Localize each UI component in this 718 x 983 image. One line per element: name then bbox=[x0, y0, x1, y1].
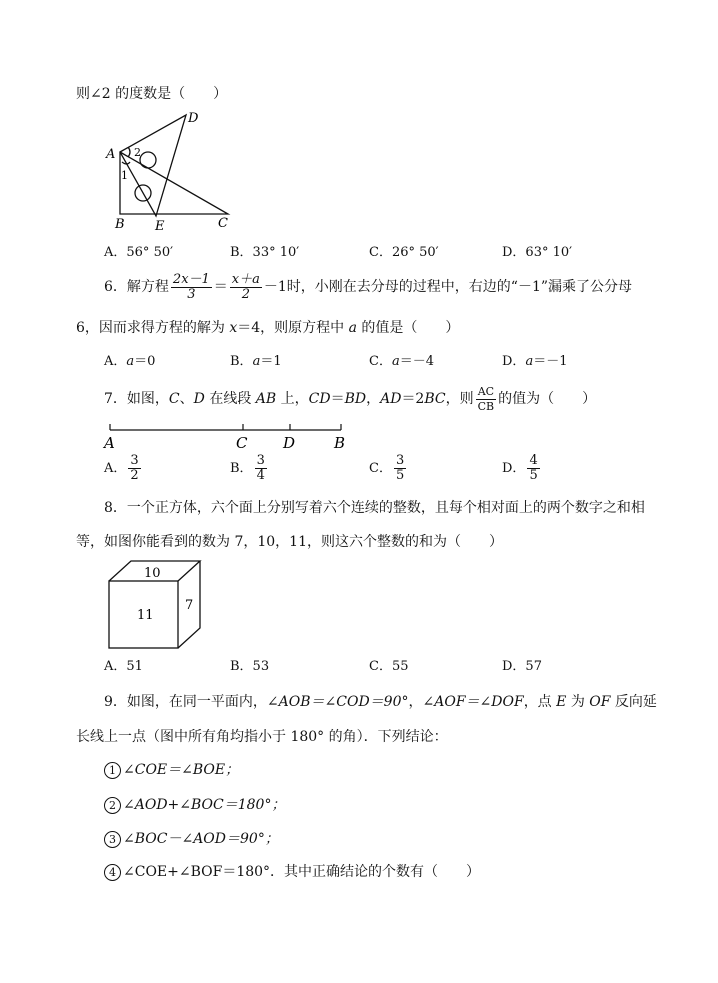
q8-stem-line2: 等，如图你能看到的数为 7，10，11，则这六个整数的和为（ ） bbox=[76, 534, 503, 550]
label-c: C bbox=[218, 216, 228, 231]
right-triangle-abc bbox=[120, 152, 228, 214]
q7-lead: 7．如图， bbox=[104, 391, 169, 407]
q7-option-a-letter: A． bbox=[104, 461, 127, 476]
q6-option-c-var: a bbox=[391, 354, 400, 369]
q9-l1h: OF bbox=[589, 694, 611, 710]
q6-stem-tail: －1时，小刚在去分母的过程中，右边的“－1”漏乘了公分母 bbox=[263, 279, 633, 295]
q6-frac1-den: 3 bbox=[187, 286, 196, 302]
label-angle-2: 2 bbox=[134, 146, 141, 159]
q6-var-x: x bbox=[229, 320, 238, 336]
q6-frac2-den: 2 bbox=[241, 286, 250, 302]
q6-option-d-var: a bbox=[525, 354, 534, 369]
q6-line2-b: ＝4，则原方程中 bbox=[237, 320, 349, 336]
prev-option-b[interactable]: B．33° 10′ bbox=[230, 245, 300, 260]
q6-option-c-letter: C． bbox=[369, 354, 392, 369]
circled-number-2: 2 bbox=[104, 797, 121, 814]
prev-option-a[interactable]: A．56° 50′ bbox=[104, 245, 174, 260]
q7-option-b-letter: B． bbox=[230, 461, 253, 476]
q7-option-a-num: 3 bbox=[130, 453, 139, 468]
q8-option-d[interactable]: D．57 bbox=[502, 659, 542, 674]
q6-line2-c: 的值是（ ） bbox=[356, 320, 460, 336]
q7-seg-ab: AB bbox=[255, 391, 277, 407]
q9-l1d: ∠AOF＝∠DOF bbox=[422, 694, 524, 710]
q7-option-c-num: 3 bbox=[395, 453, 405, 468]
q6-option-d-letter: D． bbox=[502, 354, 526, 369]
q9-l1e: ，点 bbox=[523, 694, 557, 710]
seg-label-d: D bbox=[283, 434, 296, 452]
q7-option-c-den: 5 bbox=[395, 468, 405, 483]
q6-option-d[interactable] bbox=[502, 353, 567, 371]
label-a: A bbox=[106, 147, 116, 162]
q7-option-b-den: 4 bbox=[256, 468, 265, 483]
q7-tail: 的值为（ ） bbox=[498, 391, 597, 407]
circled-number-4: 4 bbox=[104, 864, 121, 881]
q7-option-c-letter: C． bbox=[369, 461, 392, 476]
q9-l1b: ∠AOB＝∠COD＝90° bbox=[266, 694, 409, 710]
cube-front-number: 11 bbox=[137, 608, 154, 623]
q9-l1a: 9．如图，在同一平面内， bbox=[104, 694, 267, 710]
triangle-figure bbox=[100, 106, 250, 234]
q7-option-b[interactable] bbox=[230, 452, 269, 486]
q7-option-c[interactable] bbox=[369, 452, 408, 486]
label-b: B bbox=[115, 217, 125, 232]
q7-frac-den: CB bbox=[477, 399, 495, 413]
q6-stem-line1 bbox=[104, 270, 632, 304]
q9-item-1-text: ∠COE＝∠BOE； bbox=[123, 762, 240, 778]
segment-figure bbox=[100, 420, 360, 454]
q9-item-2 bbox=[104, 795, 285, 815]
q6-stem-line2 bbox=[76, 318, 459, 338]
q7-eq2: ＝2 bbox=[401, 391, 425, 407]
q7-point-d: D bbox=[193, 391, 205, 407]
q7-eq1: ＝ bbox=[330, 391, 345, 407]
angle-mark-2 bbox=[140, 152, 156, 168]
label-d: D bbox=[188, 111, 199, 126]
q6-option-a[interactable] bbox=[104, 353, 155, 371]
q6-line2-a: 6，因而求得方程的解为 bbox=[76, 320, 230, 336]
q7-seg-cd: CD bbox=[308, 391, 331, 407]
q7-option-d[interactable] bbox=[502, 452, 542, 486]
q9-l1c: ， bbox=[408, 694, 423, 710]
q9-item-4-text: ∠COE+∠BOF＝180°．其中正确结论的个数有（ ） bbox=[123, 864, 481, 880]
q6-option-c[interactable] bbox=[369, 353, 434, 371]
q7-option-d-den: 5 bbox=[529, 468, 538, 483]
seg-label-b: B bbox=[334, 434, 346, 452]
q6-equals: ＝ bbox=[213, 279, 228, 295]
q9-item-4 bbox=[104, 862, 480, 882]
q9-l1i: 反向延 bbox=[610, 694, 657, 710]
q6-option-a-letter: A． bbox=[104, 354, 127, 369]
prev-option-c[interactable]: C．26° 50′ bbox=[369, 245, 439, 260]
prev-question-stem: 则∠2 的度数是（ ） bbox=[76, 86, 228, 102]
q6-option-a-var: a bbox=[126, 354, 135, 369]
circled-number-3: 3 bbox=[104, 831, 121, 848]
seg-label-c: C bbox=[236, 434, 248, 452]
prev-option-d[interactable]: D．63° 10′ bbox=[502, 245, 573, 260]
cube-top-number: 10 bbox=[144, 566, 161, 581]
label-e: E bbox=[155, 219, 165, 234]
q7-seg-bd: BD bbox=[344, 391, 367, 407]
q7-frac-num: AC bbox=[476, 385, 497, 400]
q9-l1g: 为 bbox=[566, 694, 590, 710]
q7-point-c: C bbox=[168, 391, 180, 407]
q6-option-d-value: ＝－1 bbox=[533, 354, 568, 369]
circled-number-1: 1 bbox=[104, 762, 121, 779]
label-angle-1: 1 bbox=[121, 169, 128, 182]
q7-option-b-num: 3 bbox=[256, 453, 265, 468]
q8-option-b[interactable]: B．53 bbox=[230, 659, 270, 674]
q7-comma: ， bbox=[366, 391, 381, 407]
cube-figure bbox=[108, 560, 204, 650]
q6-frac1-num: 2x－1 bbox=[172, 271, 210, 287]
q6-option-c-value: ＝－4 bbox=[399, 354, 434, 369]
q7-mid2: 上， bbox=[276, 391, 309, 407]
q9-stem-line2: 长线上一点（图中所有角均指小于 180° 的角）．下列结论： bbox=[76, 729, 448, 745]
q6-var-a: a bbox=[348, 320, 357, 336]
q6-option-b-value: ＝1 bbox=[260, 354, 282, 369]
q7-option-d-letter: D． bbox=[502, 461, 526, 476]
q9-item-3-text: ∠BOC－∠AOD＝90°； bbox=[123, 831, 279, 847]
q7-seg-ad: AD bbox=[380, 391, 402, 407]
q7-option-d-num: 4 bbox=[529, 453, 538, 468]
q9-item-2-text: ∠AOD+∠BOC＝180°； bbox=[123, 797, 286, 813]
q9-item-3 bbox=[104, 829, 279, 849]
q7-option-a-den: 2 bbox=[130, 468, 139, 483]
q7-mid1: 在线段 bbox=[204, 391, 256, 407]
q8-option-a[interactable]: A．51 bbox=[104, 659, 143, 674]
seg-label-a: A bbox=[104, 434, 115, 452]
q7-seg-bc: BC bbox=[424, 391, 446, 407]
q7-stem bbox=[104, 382, 596, 416]
q6-option-b-letter: B． bbox=[230, 354, 253, 369]
q6-option-b[interactable] bbox=[230, 353, 282, 371]
q9-stem-line1 bbox=[104, 692, 657, 712]
q9-l1f: E bbox=[556, 694, 567, 710]
cube-side-number: 7 bbox=[185, 598, 194, 613]
q6-number: 6．解方程 bbox=[104, 279, 169, 295]
q7-mid3: ，则 bbox=[445, 391, 474, 407]
q7-option-a[interactable] bbox=[104, 452, 143, 486]
q8-stem-line1: 8．一个正方体，六个面上分别写着六个连续的整数，且每个相对面上的两个数字之和相 bbox=[104, 500, 645, 516]
q9-item-1 bbox=[104, 760, 239, 780]
q6-option-a-value: ＝0 bbox=[134, 354, 156, 369]
q6-frac2-num: x＋a bbox=[231, 271, 260, 287]
q7-sep: 、 bbox=[179, 391, 194, 407]
q8-option-c[interactable]: C．55 bbox=[369, 659, 409, 674]
q6-option-b-var: a bbox=[252, 354, 261, 369]
